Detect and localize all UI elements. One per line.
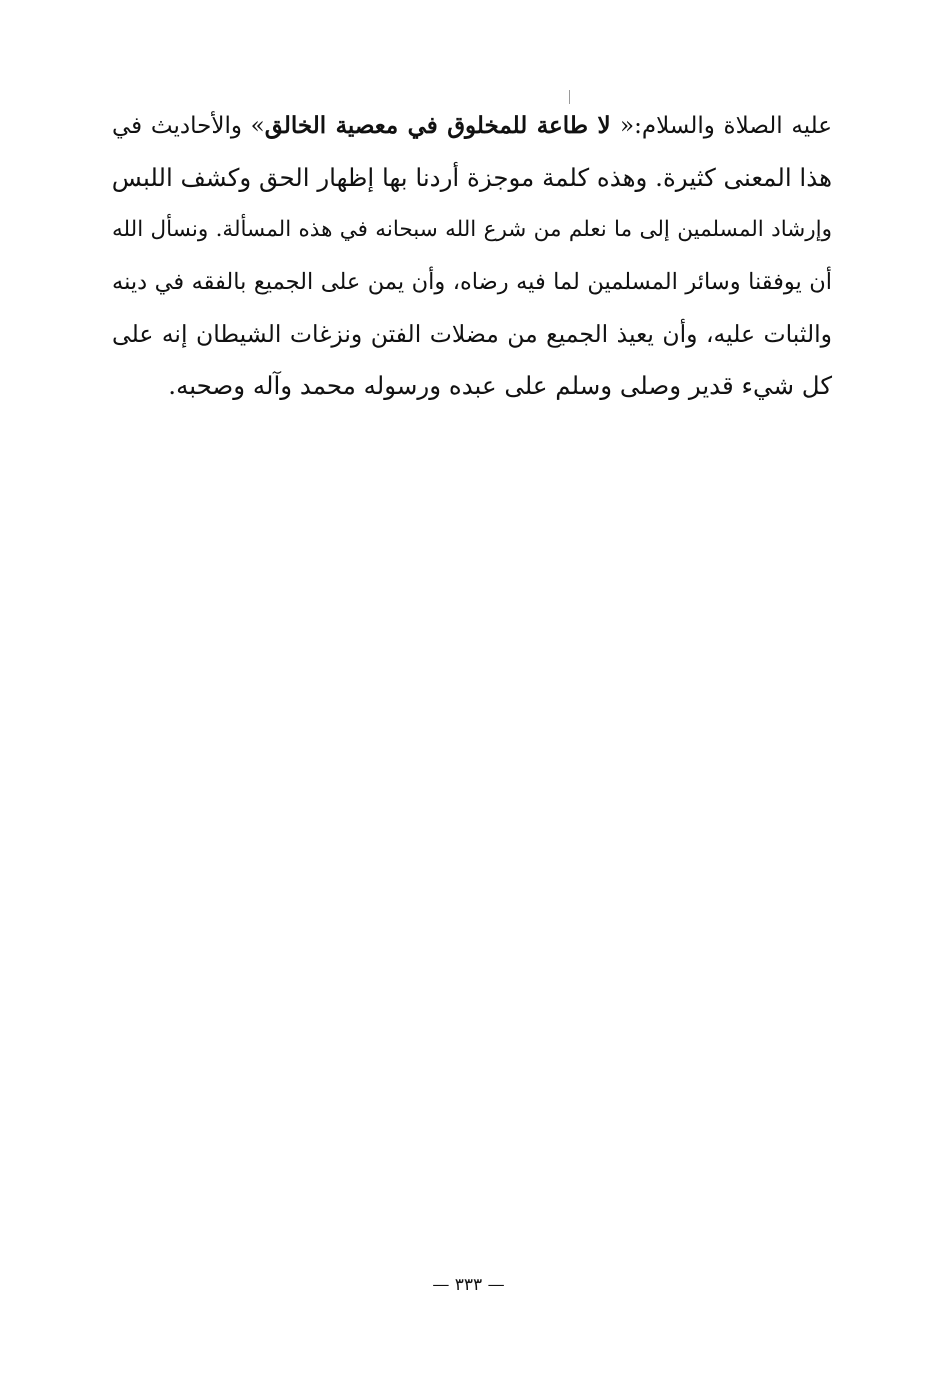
text-line-2: هذا المعنى كثيرة. وهذه كلمة موجزة أردنا بها إظهار الحق وكشف اللبس (111, 163, 832, 192)
page-number: — ٣٣٣ — (432, 1275, 505, 1295)
text-line-6: كل شيء قدير وصلى وسلم على عبده ورسوله محمد وآله وصحبه. (168, 371, 832, 400)
line-1-continuation: » والأحاديث في (112, 113, 265, 139)
line-1-intro: عليه الصلاة والسلام:« (620, 113, 832, 139)
text-line-3: وإرشاد المسلمين إلى ما نعلم من شرع الله سبحانه في هذه المسألة. ونسأل الله (112, 217, 832, 242)
hadith-quote: لا طاعة للمخلوق في معصية الخالق (264, 112, 621, 139)
text-line-4: أن يوفقنا وسائر المسلمين لما فيه رضاه، وأن يمن على الجميع بالفقه في دينه (112, 269, 832, 295)
text-line-1 (112, 100, 832, 152)
body-text (112, 100, 832, 412)
text-line-5: والثبات عليه، وأن يعيذ الجميع من مضلات الفتن ونزغات الشيطان إنه على (112, 320, 832, 348)
